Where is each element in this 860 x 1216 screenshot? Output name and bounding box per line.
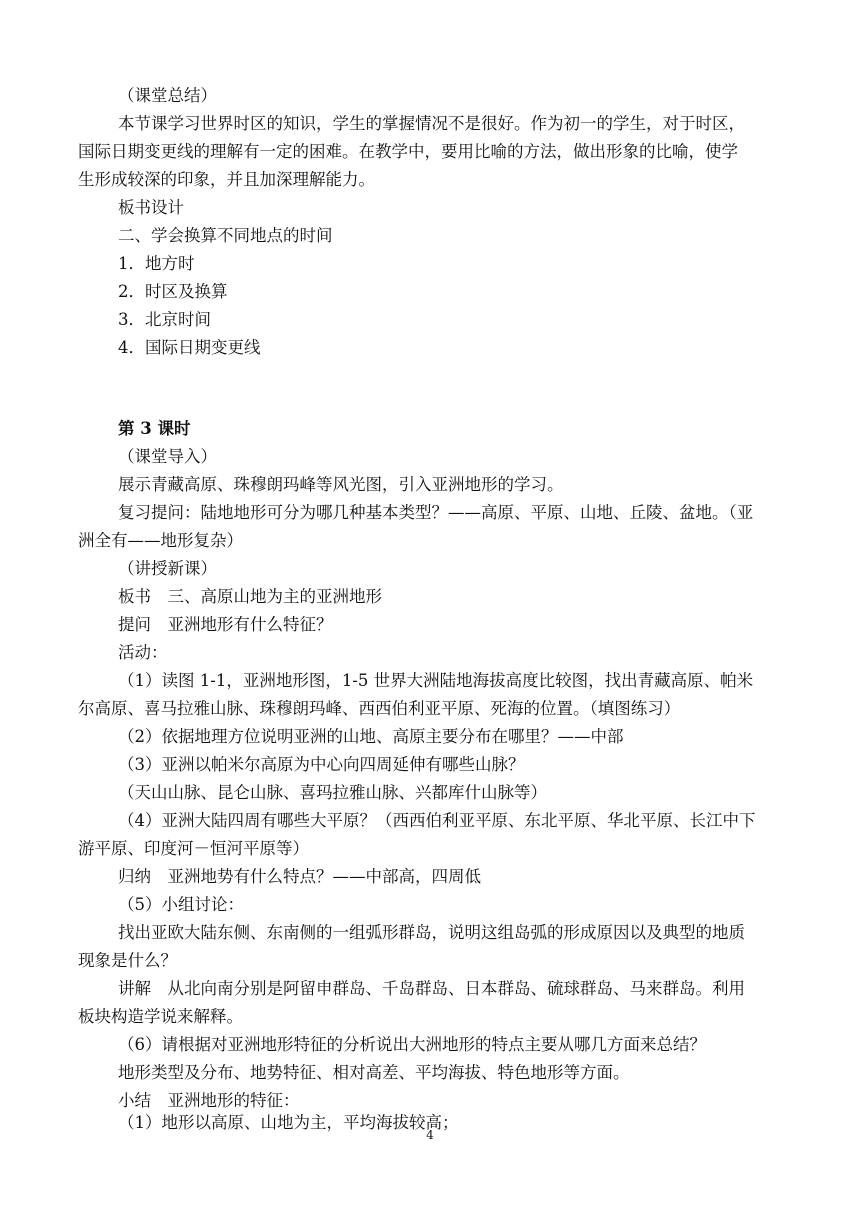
list-item: 3．北京时间	[118, 310, 211, 329]
paragraph-line: 找出亚欧大陆东侧、东南侧的一组弧形群岛，说明这组岛弧的形成原因以及典型的地质	[118, 923, 745, 942]
paragraph-line: 板块构造学说来解释。	[78, 1007, 243, 1026]
paragraph-line: 二、学会换算不同地点的时间	[118, 226, 333, 245]
list-item: 2．时区及换算	[118, 282, 228, 301]
paragraph-line: 提问 亚洲地形有什么特征？	[118, 615, 333, 634]
paragraph-line: 地形类型及分布、地势特征、相对高差、平均海拔、特色地形等方面。	[118, 1063, 630, 1082]
paragraph-line: 生形成较深的印象，并且加深理解能力。	[78, 170, 375, 189]
paragraph-line: （3）亚洲以帕米尔高原为中心向四周延伸有哪些山脉？	[118, 755, 525, 774]
paragraph-line: （课堂导入）	[118, 447, 217, 466]
list-item: 4．国际日期变更线	[118, 338, 261, 357]
paragraph-line: 本节课学习世界时区的知识，学生的掌握情况不是很好。作为初一的学生，对于时区，	[118, 114, 745, 133]
paragraph-line: 讲解 从北向南分别是阿留申群岛、千岛群岛、日本群岛、硫球群岛、马来群岛。利用	[118, 979, 745, 998]
paragraph-line: 小结 亚洲地形的特征：	[118, 1091, 300, 1110]
paragraph-line: （6）请根据对亚洲地形特征的分析说出大洲地形的特点主要从哪几方面来总结？	[118, 1035, 706, 1054]
paragraph-line: 现象是什么？	[78, 951, 177, 970]
paragraph-line: 板书设计	[118, 198, 184, 217]
paragraph-line: 归纳 亚洲地势有什么特点？——中部高，四周低	[118, 867, 481, 886]
paragraph-line: （讲授新课）	[118, 559, 217, 578]
paragraph-line: 游平原、印度河－恒河平原等）	[78, 839, 309, 858]
paragraph-line: 板书 三、高原山地为主的亚洲地形	[118, 587, 382, 606]
paragraph-line: 洲全有——地形复杂）	[78, 531, 243, 550]
paragraph-line: （天山山脉、昆仑山脉、喜玛拉雅山脉、兴都库什山脉等）	[118, 783, 547, 802]
paragraph-line: （1）地形以高原、山地为主，平均海拔较高；	[118, 1113, 459, 1132]
paragraph-line: 尔高原、喜马拉雅山脉、珠穆朗玛峰、西西伯利亚平原、死海的位置。（填图练习）	[78, 699, 681, 718]
paragraph-line: （5）小组讨论：	[118, 895, 244, 914]
list-item: 1．地方时	[118, 254, 195, 273]
paragraph-line: 国际日期变更线的理解有一定的困难。在教学中，要用比喻的方法，做出形象的比喻，使学	[78, 142, 738, 161]
paragraph-line: 活动：	[118, 643, 168, 662]
paragraph-line: （2）依据地理方位说明亚洲的山地、高原主要分布在哪里？——中部	[118, 727, 624, 746]
paragraph-line: （4）亚洲大陆四周有哪些大平原？（西西伯利亚平原、东北平原、华北平原、长江中下	[118, 811, 756, 830]
paragraph-line: 复习提问：陆地地形可分为哪几种基本类型？——高原、平原、山地、丘陵、盆地。（亚	[118, 503, 754, 522]
paragraph-line: （课堂总结）	[118, 86, 217, 105]
section-heading: 第 3 课时	[118, 419, 191, 438]
page-number: 4	[426, 1128, 434, 1142]
paragraph-line: （1）读图 1-1，亚洲地形图，1-5 世界大洲陆地海拔高度比较图，找出青藏高原、帕米	[118, 671, 754, 690]
paragraph-line: 展示青藏高原、珠穆朗玛峰等风光图，引入亚洲地形的学习。	[118, 475, 564, 494]
